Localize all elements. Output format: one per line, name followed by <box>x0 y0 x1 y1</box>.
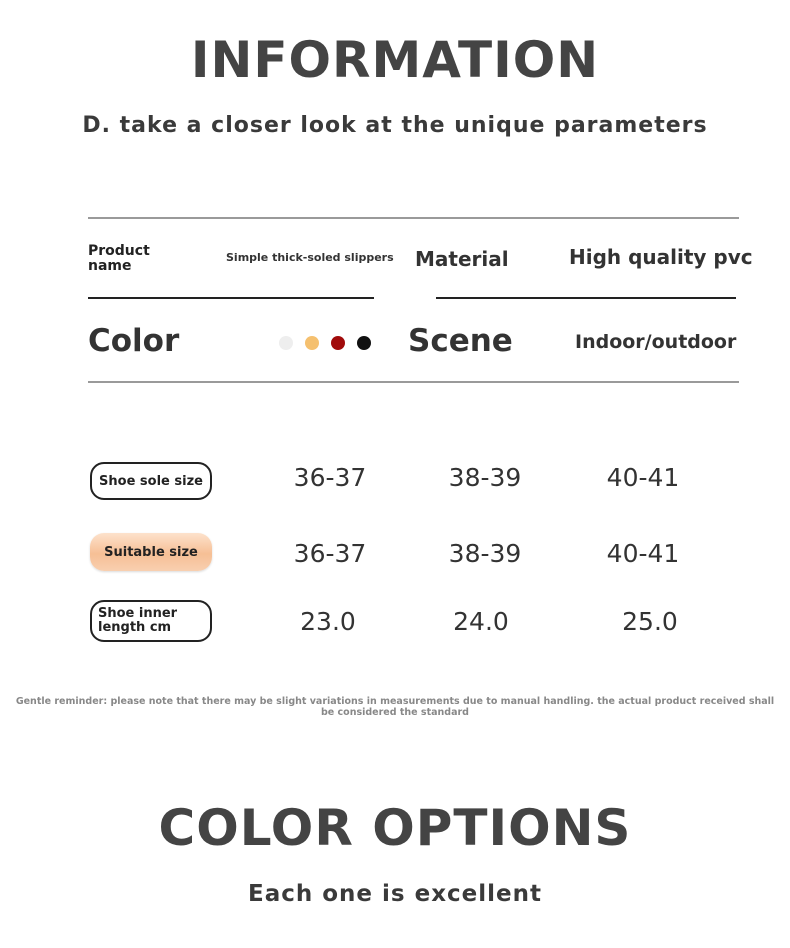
product-name-label: Product name <box>88 243 150 274</box>
scene-label: Scene <box>408 323 513 359</box>
suitable-size-1: 36-37 <box>293 539 367 568</box>
inner-length-1: 23.0 <box>300 607 356 636</box>
inner-length-2: 24.0 <box>453 607 509 636</box>
color-swatches <box>279 336 371 350</box>
row-divider-right <box>436 297 736 299</box>
color-options-title: COLOR OPTIONS <box>158 799 632 857</box>
suitable-size-2: 38-39 <box>448 539 522 568</box>
color-label: Color <box>88 323 180 359</box>
shoe-inner-length-label: Shoe inner length cm <box>90 600 212 642</box>
material-value: High quality pvc <box>569 245 753 269</box>
inner-length-3: 25.0 <box>622 607 678 636</box>
sole-size-3: 40-41 <box>606 463 680 492</box>
shoe-sole-size-label: Shoe sole size <box>90 462 212 500</box>
sole-size-1: 36-37 <box>293 463 367 492</box>
suitable-size-3: 40-41 <box>606 539 680 568</box>
sole-size-2: 38-39 <box>448 463 522 492</box>
swatch-white <box>279 336 293 350</box>
suitable-size-label: Suitable size <box>90 533 212 571</box>
product-name-value: Simple thick-soled slippers <box>226 251 394 264</box>
information-title: INFORMATION <box>190 31 600 89</box>
gentle-reminder: Gentle reminder: please note that there may be slight variations in measurements due to manual handling. the actual product received shall be considered the standard <box>15 696 775 718</box>
row-divider-left <box>88 297 374 299</box>
table-top-rule <box>88 217 739 219</box>
swatch-black <box>357 336 371 350</box>
table-bottom-rule <box>88 381 739 383</box>
swatch-red <box>331 336 345 350</box>
material-label: Material <box>415 247 509 271</box>
color-options-subtitle: Each one is excellent <box>247 881 542 907</box>
information-subtitle: D. take a closer look at the unique parameters <box>82 113 708 138</box>
swatch-yellow <box>305 336 319 350</box>
scene-value: Indoor/outdoor <box>575 331 737 353</box>
